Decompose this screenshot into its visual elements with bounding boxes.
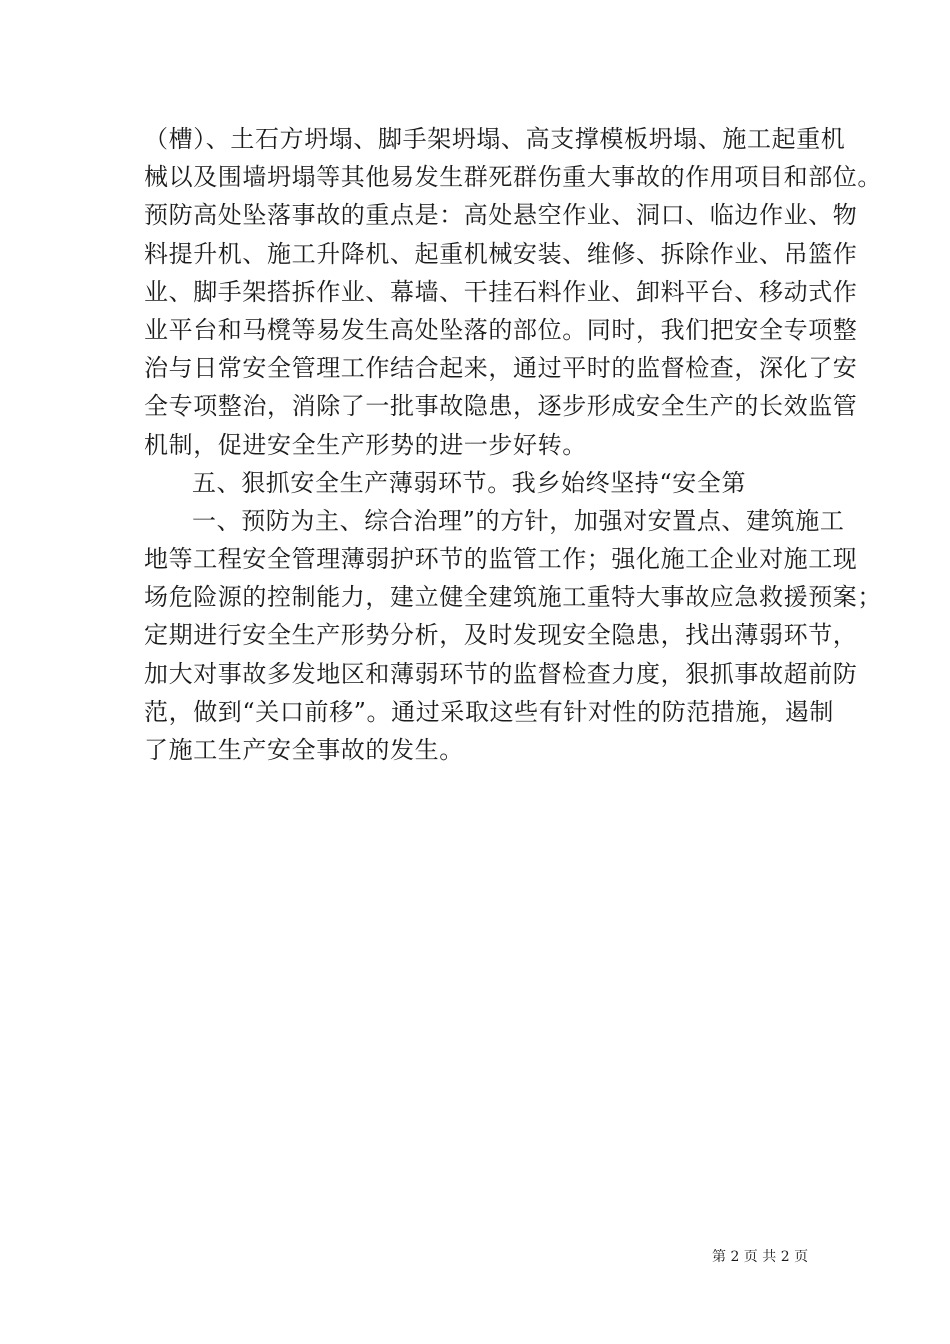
text-line: 一、预防为主、综合治理”的方针，加强对安置点、建筑施工 (192, 506, 845, 535)
text-line: 机制，促进安全生产形势的进一步好转。 (144, 430, 587, 459)
paragraph-heading-line: 五、狠抓安全生产薄弱环节。我乡始终坚持“安全第 (192, 468, 747, 497)
text-line: 加大对事故多发地区和薄弱环节的监督检查力度，狠抓事故超前防 (144, 659, 858, 688)
text-line: 地等工程安全管理薄弱护环节的监管工作；强化施工企业对施工现 (144, 545, 858, 574)
text-line: 了施工生产安全事故的发生。 (144, 736, 464, 764)
text-line: 业、脚手架搭拆作业、幕墙、干挂石料作业、卸料平台、移动式作 (144, 277, 858, 306)
text-line: 场危险源的控制能力，建立健全建筑施工重特大事故应急救援预案； (144, 583, 882, 612)
text-line: 定期进行安全生产形势分析，及时发现安全隐患，找出薄弱环节， (144, 621, 858, 650)
text-line: 械以及围墙坍塌等其他易发生群死群伤重大事故的作用项目和部位。 (144, 163, 882, 192)
text-line: 业平台和马櫈等易发生高处坠落的部位。同时，我们把安全专项整 (144, 315, 858, 344)
body-text (144, 120, 882, 769)
text-line: 治与日常安全管理工作结合起来，通过平时的监督检查，深化了安 (144, 354, 858, 383)
text-line: 预防高处坠落事故的重点是：高处悬空作业、洞口、临边作业、物 (144, 201, 858, 230)
text-line: 全专项整治，消除了一批事故隐患，逐步形成安全生产的长效监管 (144, 392, 858, 421)
text-line: （槽）、土石方坍塌、脚手架坍塌、高支撑模板坍塌、施工起重机 (144, 125, 846, 153)
page-number-footer: 第 2 页 共 2 页 (712, 1249, 809, 1265)
text-line: 范，做到“关口前移”。通过采取这些有针对性的防范措施，遏制 (144, 697, 834, 726)
text-line: 料提升机、施工升降机、起重机械安装、维修、拆除作业、吊篮作 (144, 239, 858, 268)
